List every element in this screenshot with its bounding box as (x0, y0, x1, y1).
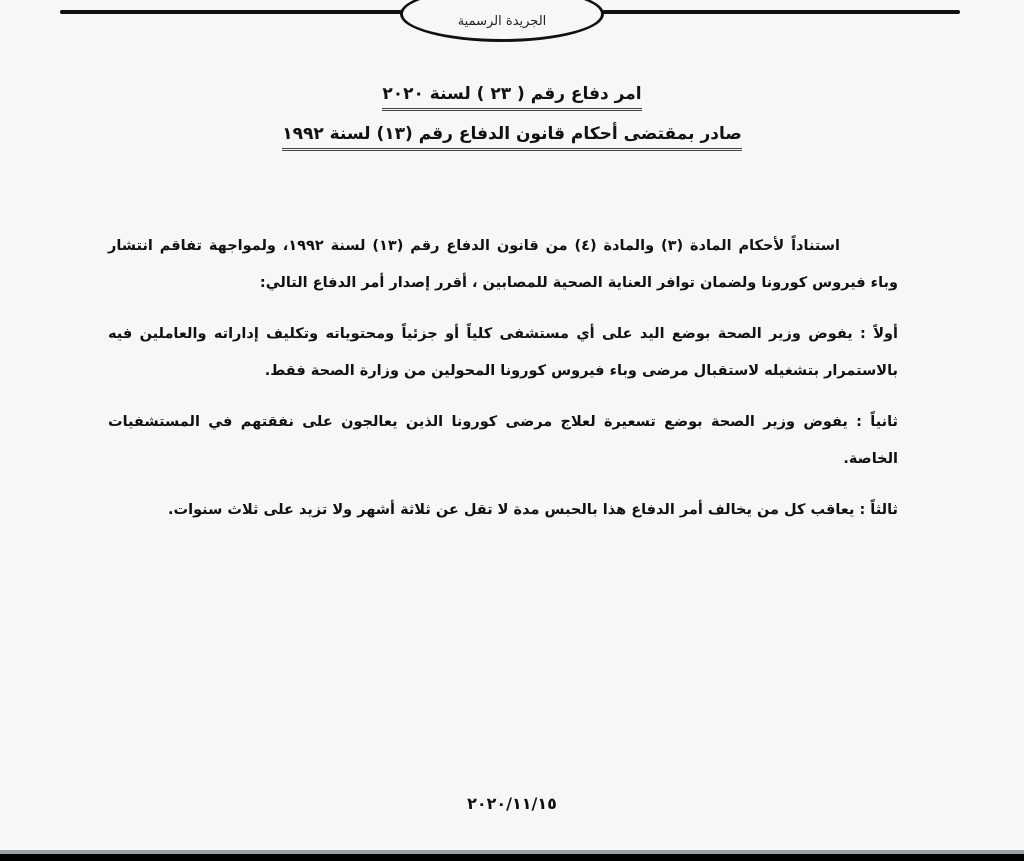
decree-title-line-1: امر دفاع رقم ( ٢٣ ) لسنة ٢٠٢٠ (382, 82, 641, 111)
decree-clause-second: ثانياً : يفوض وزير الصحة بوضع تسعيرة لعلاج مرضى كورونا الذين يعالجون على نفقتهم في المستشفيات الخاصة. (108, 414, 898, 467)
gazette-header-badge (400, 0, 604, 42)
header-rule-left (60, 10, 403, 14)
decree-title-line-2: صادر بمقتضى أحكام قانون الدفاع رقم (١٣) لسنة ١٩٩٢ (282, 122, 742, 151)
bottom-edge (0, 854, 1024, 861)
decree-title (0, 82, 1024, 162)
decree-date: ٢٠٢٠/١١/١٥ (467, 794, 557, 813)
decree-body (108, 228, 898, 543)
header-rule-right (602, 10, 960, 14)
decree-preamble: استناداً لأحكام المادة (٣) والمادة (٤) من قانون الدفاع رقم (١٣) لسنة ١٩٩٢، ولمواجهة تفاقم انتشار وباء فيروس كورونا ولضمان توافر العناية الصحية للمصابين ، أقرر إصدار أمر الدفاع التالي: (108, 238, 898, 291)
decree-clause-third: ثالثاً : يعاقب كل من يخالف أمر الدفاع هذا بالحبس مدة لا تقل عن ثلاثة أشهر ولا تزيد على ثلاث سنوات. (168, 502, 898, 518)
decree-clause-first: أولاً : يفوض وزير الصحة بوضع اليد على أي مستشفى كلياً أو جزئياً ومحتوياته وتكليف إداراته والعاملين فيه بالاستمرار بتشغيله لاستقبال مرضى وباء فيروس كورونا المحولين من وزارة الصحة فقط. (108, 326, 898, 379)
gazette-header-label: الجريدة الرسمية (457, 13, 547, 29)
